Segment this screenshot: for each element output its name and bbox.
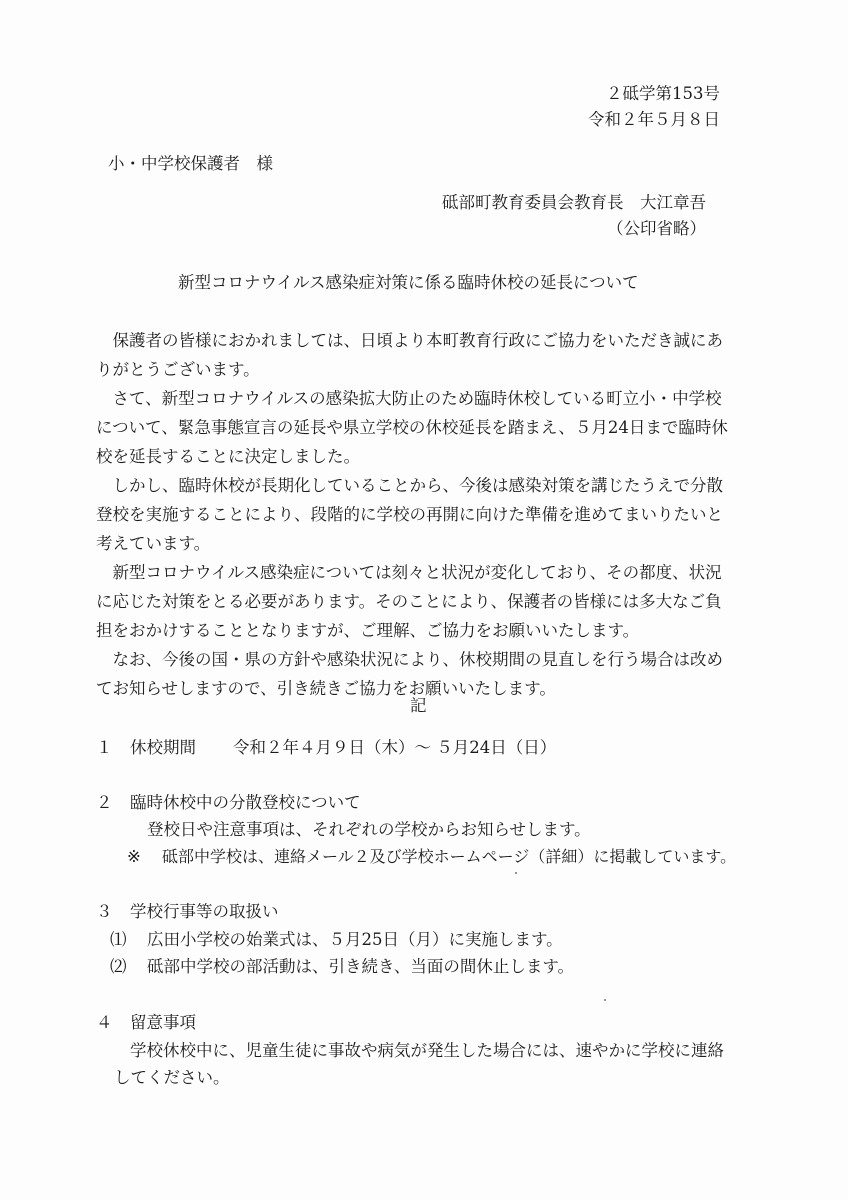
body-line: に応じた対策をとる必要があります。そのことにより、保護者の皆様には多大なご負 bbox=[96, 592, 722, 611]
item2-label: 臨時休校中の分散登校について bbox=[130, 793, 361, 812]
body-line: さて、新型コロナウイルスの感染拡大防止のため臨時休校している町立小・中学校 bbox=[96, 389, 722, 408]
body-line: 担をおかけすることとなりますが、ご理解、ご協力をお願いいたします。 bbox=[96, 621, 640, 640]
addressee: 小・中学校保護者 様 bbox=[108, 154, 273, 173]
item4-label: 留意事項 bbox=[130, 1013, 196, 1032]
item1-label: 休校期間 bbox=[130, 738, 196, 757]
sender-name: 砥部町教育委員会教育長 大江章吾 bbox=[442, 193, 706, 212]
item2-note: 砥部中学校は、連絡メール２及び学校ホームページ（詳細）に掲載しています。 bbox=[162, 847, 737, 866]
item3-sub1-mark: ⑴ bbox=[110, 930, 127, 949]
body-text bbox=[96, 326, 756, 703]
document-number: ２砥学第153号 bbox=[606, 84, 720, 103]
item3-number: ３ bbox=[96, 902, 113, 921]
document-date: 令和２年５月８日 bbox=[588, 110, 720, 129]
item3-sub2: 砥部中学校の部活動は、引き続き、当面の間休止します。 bbox=[147, 957, 575, 976]
body-line: しかし、臨時休校が長期化していることから、今後は感染対策を講じたうえで分散 bbox=[96, 476, 723, 495]
body-line: 校を延長することに決定しました。 bbox=[96, 447, 360, 466]
body-line: 新型コロナウイルス感染症については刻々と状況が変化しており、その都度、状況 bbox=[96, 563, 722, 582]
item3-sub1: 広田小学校の始業式は、５月25日（月）に実施します。 bbox=[147, 930, 563, 949]
ki-heading: 記 bbox=[410, 696, 427, 715]
body-line: なお、今後の国・県の方針や感染状況により、休校期間の見直しを行う場合は改め bbox=[96, 650, 723, 669]
body-line: りがとうございます。 bbox=[96, 360, 260, 379]
item2-number: ２ bbox=[96, 793, 113, 812]
body-line: について、緊急事態宣言の延長や県立学校の休校延長を踏まえ、５月24日まで臨時休 bbox=[96, 418, 728, 437]
item3-label: 学校行事等の取扱い bbox=[130, 902, 279, 921]
body-line: 登校を実施することにより、段階的に学校の再開に向けた準備を進めてまいりたいと bbox=[96, 505, 723, 524]
body-line: 保護者の皆様におかれましては、日頃より本町教育行政にご協力をいただき誠にあ bbox=[96, 331, 723, 350]
body-line: てお知らせしますので、引き続きご協力をお願いいたします。 bbox=[96, 679, 556, 698]
item2-note-mark: ※ bbox=[127, 847, 141, 866]
item3-sub2-mark: ⑵ bbox=[110, 957, 127, 976]
body-line: 考えています。 bbox=[96, 534, 211, 553]
item4-line1: 学校休校中に、児童生徒に事故や病気が発生した場合には、速やかに学校に連絡 bbox=[130, 1041, 724, 1060]
item4-number: ４ bbox=[96, 1013, 113, 1032]
item1-value: 令和２年４月９日（木）～ ５月24日（日） bbox=[233, 738, 557, 757]
item1-number: １ bbox=[96, 738, 113, 757]
scan-speck bbox=[515, 872, 517, 874]
item4-line2: してください。 bbox=[114, 1068, 230, 1087]
seal-omitted-note: （公印省略） bbox=[607, 219, 706, 238]
scan-speck bbox=[604, 999, 606, 1001]
document-title: 新型コロナウイルス感染症対策に係る臨時休校の延長について bbox=[178, 273, 639, 292]
item2-line1: 登校日や注意事項は、それぞれの学校からお知らせします。 bbox=[147, 820, 591, 839]
